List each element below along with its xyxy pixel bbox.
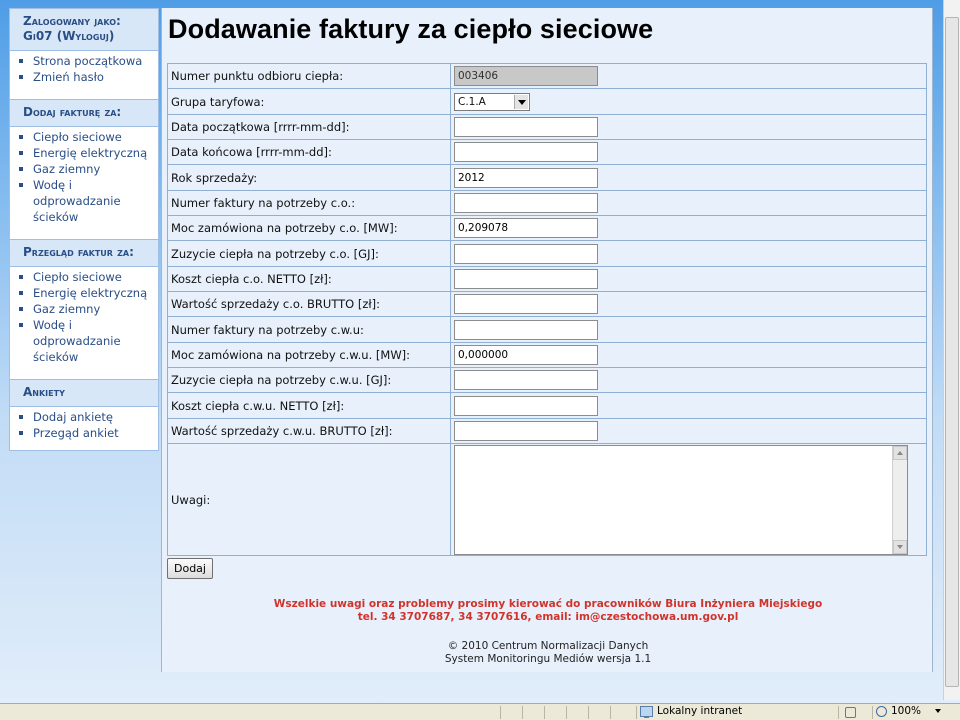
version-text: System Monitoringu Mediów wersja 1.1 — [444, 652, 652, 665]
main-content — [161, 8, 933, 672]
divider — [9, 371, 159, 379]
sidebar-item-browse-water[interactable] — [18, 317, 154, 365]
co-invoice-number-input[interactable] — [454, 193, 598, 213]
form-row — [168, 114, 927, 139]
sidebar-bottom-border — [9, 447, 159, 451]
field-label: Numer faktury na potrzeby c.o.: — [168, 190, 451, 215]
bullet-icon — [19, 59, 23, 63]
sidebar-link-browse-electricity[interactable]: Energię elektryczną — [33, 286, 148, 300]
bullet-icon — [19, 183, 23, 187]
sidebar-link-add-gas[interactable]: Gaz ziemny — [33, 162, 101, 176]
sidebar-link-add-electricity[interactable]: Energię elektryczną — [33, 146, 148, 160]
bullet-icon — [19, 275, 23, 279]
field-label: Wartość sprzedaży c.w.u. BRUTTO [zł]: — [168, 418, 451, 443]
form-row — [168, 418, 927, 443]
bullet-icon — [19, 135, 23, 139]
divider — [9, 91, 159, 99]
sidebar-item-change-password[interactable] — [18, 69, 154, 85]
field-label: Grupa taryfowa: — [168, 89, 451, 114]
field-label: Moc zamówiona na potrzeby c.w.u. [MW]: — [168, 342, 451, 367]
sidebar-item-browse-heat[interactable] — [18, 269, 154, 285]
tariff-group-select[interactable] — [454, 93, 530, 111]
form-row — [168, 140, 927, 165]
co-heat-usage-input[interactable] — [454, 244, 598, 264]
contact-notice — [162, 598, 934, 624]
start-date-input[interactable] — [454, 117, 598, 137]
end-date-input[interactable] — [454, 142, 598, 162]
page-title: Dodawanie faktury za ciepło sieciowe — [168, 14, 654, 44]
divider — [9, 231, 159, 239]
status-bar — [0, 703, 960, 720]
security-zone[interactable] — [640, 705, 742, 717]
field-label: Numer faktury na potrzeby c.w.u: — [168, 317, 451, 342]
co-ordered-power-input[interactable] — [454, 218, 598, 238]
co-net-cost-input[interactable] — [454, 269, 598, 289]
sidebar-item-add-survey[interactable] — [18, 409, 154, 425]
form-row — [168, 292, 927, 317]
notes-label: Uwagi: — [168, 444, 451, 556]
bullet-icon — [19, 307, 23, 311]
notes-textarea[interactable] — [454, 445, 908, 555]
form-row — [168, 216, 927, 241]
status-divider — [610, 706, 611, 719]
form-row — [168, 165, 927, 190]
sidebar-link-add-survey[interactable]: Dodaj ankietę — [33, 410, 113, 424]
add-invoice-header: Dodaj fakturę za: — [9, 99, 159, 127]
form-row — [168, 266, 927, 291]
form-row — [168, 317, 927, 342]
sidebar-item-add-heat[interactable] — [18, 129, 154, 145]
form-row — [168, 64, 927, 89]
sidebar-link-browse-surveys[interactable]: Przegąd ankiet — [33, 426, 119, 440]
co-gross-value-input[interactable] — [454, 294, 598, 314]
form-row — [168, 190, 927, 215]
sidebar-item-browse-electricity[interactable] — [18, 285, 154, 301]
sidebar-item-add-water[interactable] — [18, 177, 154, 225]
field-label: Koszt ciepła c.w.u. NETTO [zł]: — [168, 393, 451, 418]
bullet-icon — [19, 75, 23, 79]
heat-point-number-input[interactable] — [454, 66, 598, 86]
field-label: Data końcowa [rrrr-mm-dd]: — [168, 140, 451, 165]
scroll-up-arrow-icon[interactable] — [893, 446, 907, 460]
form-row — [168, 342, 927, 367]
invoice-form — [167, 63, 927, 556]
intranet-computer-icon — [640, 706, 653, 717]
form-row — [168, 393, 927, 418]
field-label: Rok sprzedaży: — [168, 165, 451, 190]
form-row-notes — [168, 444, 927, 556]
sidebar-link-browse-heat[interactable]: Ciepło sieciowe — [33, 270, 122, 284]
notice-line: Wszelkie uwagi oraz problemy prosimy kierować do pracowników Biura Inżyniera Miejskiego — [273, 598, 823, 610]
add-invoice-menu — [9, 127, 159, 231]
chevron-down-icon[interactable] — [935, 709, 941, 713]
sidebar-link-add-heat[interactable]: Ciepło sieciowe — [33, 130, 122, 144]
sidebar-link-change-password[interactable]: Zmień hasło — [33, 70, 104, 84]
protected-mode-icon[interactable] — [845, 707, 856, 718]
zoom-icon — [876, 706, 887, 717]
field-label: Koszt ciepła c.o. NETTO [zł]: — [168, 266, 451, 291]
tariff-group-value: C.1.A — [458, 95, 486, 108]
bullet-icon — [19, 167, 23, 171]
sidebar-link-home[interactable]: Strona początkowa — [33, 54, 143, 68]
sidebar-item-add-electricity[interactable] — [18, 145, 154, 161]
surveys-header: Ankiety — [9, 379, 159, 407]
cwu-heat-usage-input[interactable] — [454, 370, 598, 390]
browse-invoices-header: Przegląd faktur za: — [9, 239, 159, 267]
bullet-icon — [19, 151, 23, 155]
status-divider — [544, 706, 545, 719]
cwu-gross-value-input[interactable] — [454, 421, 598, 441]
cwu-net-cost-input[interactable] — [454, 396, 598, 416]
field-label: Numer punktu odbioru ciepła: — [168, 64, 451, 89]
field-label: Moc zamówiona na potrzeby c.o. [MW]: — [168, 216, 451, 241]
sidebar-item-home[interactable] — [18, 53, 154, 69]
form-row — [168, 89, 927, 114]
field-label: Zuzycie ciepła na potrzeby c.o. [GJ]: — [168, 241, 451, 266]
zoom-control[interactable] — [876, 705, 941, 717]
notice-contact-line: tel. 34 3707687, 34 3707616, email: im@czestochowa.um.gov.pl — [357, 611, 739, 623]
copyright-text: © 2010 Centrum Normalizacji Danych — [447, 640, 649, 652]
zone-label: Lokalny intranet — [657, 705, 743, 717]
browse-invoices-menu — [9, 267, 159, 371]
field-label: Data początkowa [rrrr-mm-dd]: — [168, 114, 451, 139]
zoom-level: 100% — [891, 705, 922, 717]
status-divider — [500, 706, 501, 719]
cwu-invoice-number-input[interactable] — [454, 320, 598, 340]
sidebar-link-browse-water[interactable]: Wodę i odprowadzanie ścieków — [33, 318, 121, 364]
field-label: Zuzycie ciepła na potrzeby c.w.u. [GJ]: — [168, 368, 451, 393]
sidebar-link-browse-gas[interactable]: Gaz ziemny — [33, 302, 101, 316]
status-divider — [636, 706, 637, 719]
status-divider — [566, 706, 567, 719]
form-row — [168, 241, 927, 266]
notes-scrollbar[interactable] — [892, 446, 907, 554]
status-divider — [588, 706, 589, 719]
sidebar-item-add-gas[interactable] — [18, 161, 154, 177]
account-menu — [9, 51, 159, 91]
sidebar-item-browse-surveys[interactable] — [18, 425, 154, 441]
page-scrollbar[interactable] — [943, 0, 960, 700]
logged-in-header: Zalogowany jako: Gi07 (Wyloguj) — [9, 8, 159, 51]
sidebar-link-add-water[interactable]: Wodę i odprowadzanie ścieków — [33, 178, 121, 224]
cwu-ordered-power-input[interactable] — [454, 345, 598, 365]
bullet-icon — [19, 291, 23, 295]
bullet-icon — [19, 415, 23, 419]
sidebar — [9, 8, 159, 451]
bullet-icon — [19, 323, 23, 327]
field-label: Wartość sprzedaży c.o. BRUTTO [zł]: — [168, 292, 451, 317]
status-divider — [838, 706, 839, 719]
form-row — [168, 368, 927, 393]
scroll-down-arrow-icon[interactable] — [893, 540, 907, 554]
scrollbar-thumb[interactable] — [945, 17, 959, 687]
bullet-icon — [19, 431, 23, 435]
sale-year-input[interactable] — [454, 168, 598, 188]
status-divider — [522, 706, 523, 719]
footer — [162, 640, 934, 665]
status-divider — [872, 706, 873, 719]
dropdown-arrow-icon[interactable] — [514, 95, 528, 109]
sidebar-item-browse-gas[interactable] — [18, 301, 154, 317]
add-button[interactable]: Dodaj — [167, 558, 213, 579]
surveys-menu — [9, 407, 159, 447]
